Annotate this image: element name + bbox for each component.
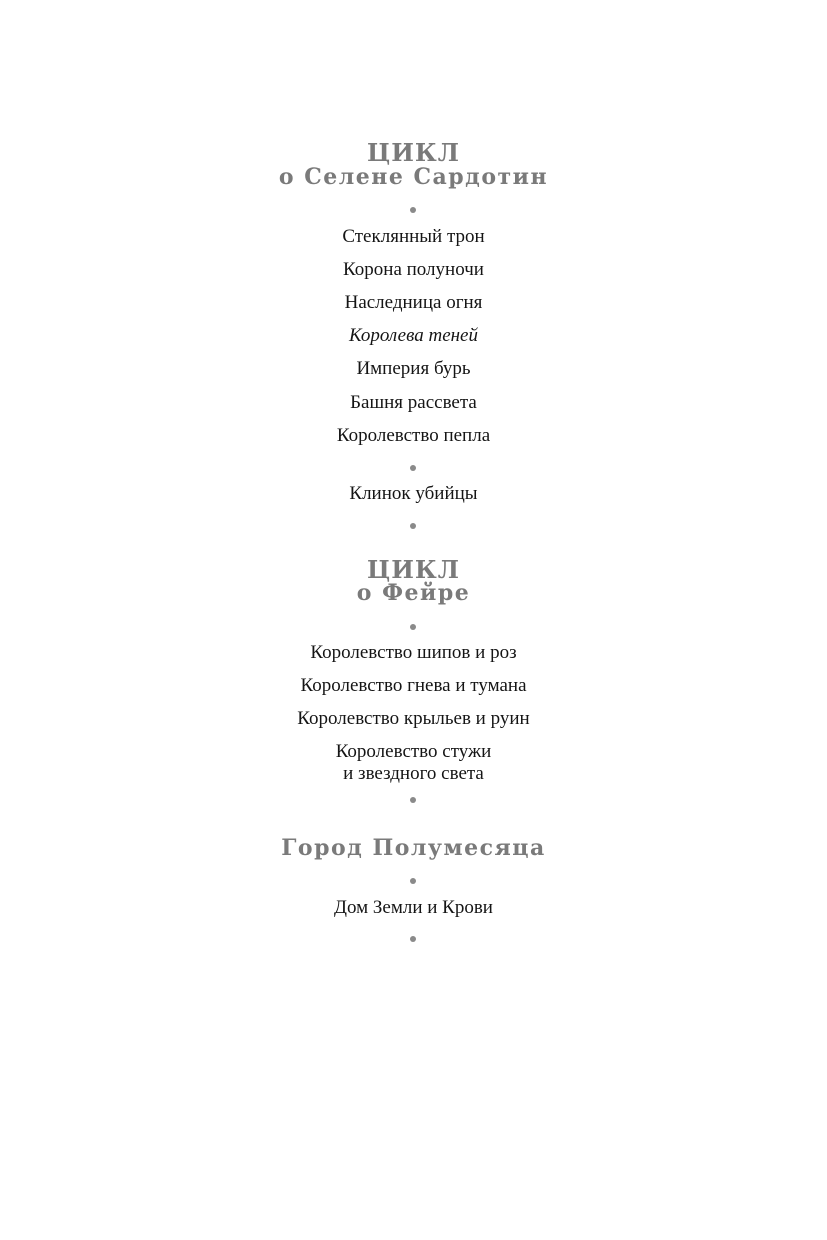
book-title-italic: Королева теней <box>349 325 478 346</box>
book-title: Королевство шипов и роз <box>310 642 517 663</box>
book-title-line-1: Королевство стужи <box>335 741 492 762</box>
bullet-separator <box>410 797 416 803</box>
section-2-heading-series: о Фейре <box>356 580 471 606</box>
book-title: Империя бурь <box>356 358 471 379</box>
section-2-heading-cycle: ЦИКЛ <box>367 555 460 584</box>
book-title-line-2: и звездного света <box>343 763 484 784</box>
section-3-heading: Город Полумесяца <box>281 835 546 861</box>
book-title: Корона полуночи <box>343 259 484 280</box>
book-title: Клинок убийцы <box>349 483 478 504</box>
bullet-separator <box>410 465 416 471</box>
book-title: Дом Земли и Крови <box>334 897 493 918</box>
book-title: Королевство крыльев и руин <box>297 708 530 729</box>
bullet-separator <box>410 624 416 630</box>
book-title: Наследница огня <box>344 292 483 313</box>
bullet-separator <box>410 936 416 942</box>
book-title: Королевство пепла <box>336 425 491 446</box>
book-title: Стеклянный трон <box>342 226 485 247</box>
bullet-separator <box>410 523 416 529</box>
section-1-heading-series: о Селене Сардотин <box>278 164 549 190</box>
bullet-separator <box>410 207 416 213</box>
bullet-separator <box>410 878 416 884</box>
book-title: Башня рассвета <box>350 392 477 413</box>
book-title: Королевство гнева и тумана <box>300 675 527 696</box>
section-1-heading-cycle: ЦИКЛ <box>367 138 460 167</box>
